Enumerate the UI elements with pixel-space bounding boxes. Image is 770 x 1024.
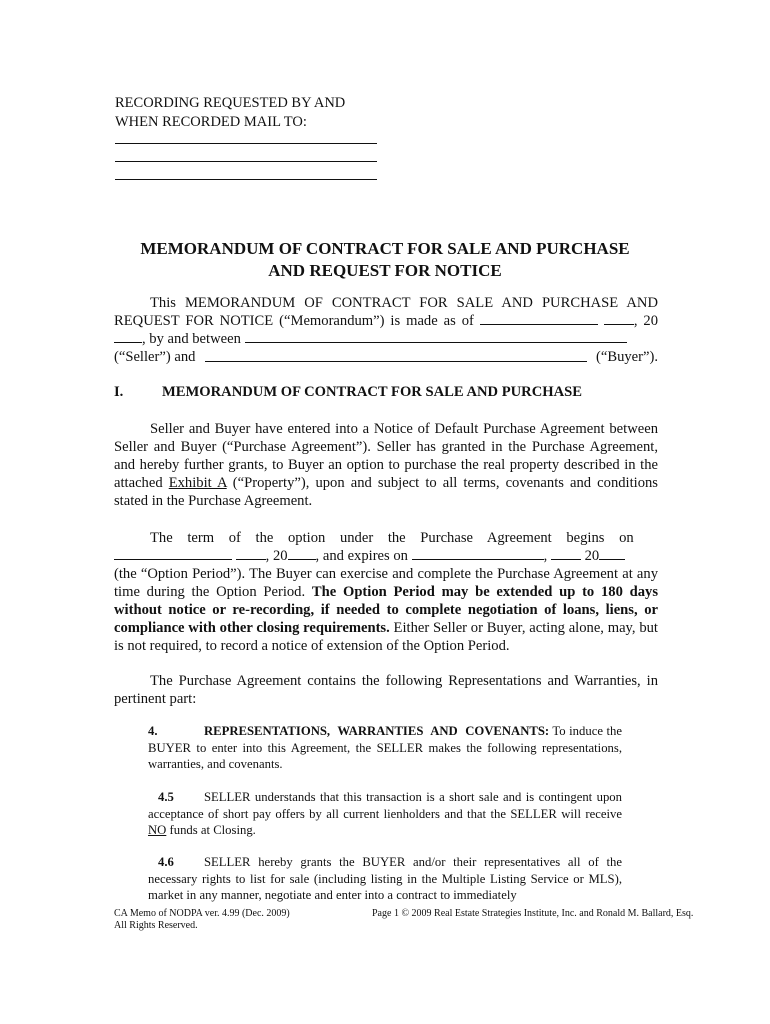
begin-year-blank[interactable] bbox=[288, 547, 316, 560]
option-term-text: The term of the option under the Purchase Agreement begins on bbox=[150, 530, 634, 546]
intro-paragraph: This MEMORANDUM OF CONTRACT FOR SALE AND PURCHASE AND REQUEST FOR NOTICE (“Memorandum”) is made as of , 20, by and between (“Seller”) and (“Buyer”). bbox=[114, 295, 659, 365]
document-title bbox=[90, 238, 680, 282]
expire-year-blank[interactable] bbox=[599, 547, 625, 560]
exhibit-a-link: Exhibit A bbox=[168, 475, 227, 491]
by-between-text: , by and between bbox=[142, 331, 241, 347]
para1-text: Seller and Buyer have entered into a Notice of Default Purchase Agreement between Seller and Buyer (“Purchase Agreement”). Seller has granted in the Purchase Agreement, and hereby further grants, to Buyer an option to purchase the real property described in the attached bbox=[114, 421, 658, 491]
buyer-label: (“Buyer”). bbox=[596, 349, 658, 365]
clause-4-5-text-end: funds at Closing. bbox=[169, 823, 256, 837]
year-prefix: 20 bbox=[643, 313, 659, 329]
title-line-1: MEMORANDUM OF CONTRACT FOR SALE AND PURCHASE bbox=[140, 239, 630, 258]
clause-4-5-number: 4.5 bbox=[158, 790, 174, 804]
seller-name-blank[interactable] bbox=[245, 330, 627, 343]
para1-text-end: (“Property”), upon and subject to all terms, covenants and conditions stated in the Purchase Agreement. bbox=[114, 475, 658, 509]
year-blank[interactable] bbox=[114, 330, 142, 343]
option-period-text: (the “Option Period”). The Buyer can exercise and complete the Purchase Agreement at any time during the Option Period. bbox=[114, 566, 658, 600]
extension-notice-text: Either Seller or Buyer, acting alone, may, but is not required, to record a notice of extension of the Option Period. bbox=[114, 620, 658, 654]
address-blank-3[interactable] bbox=[115, 179, 377, 180]
representations-text: The Purchase Agreement contains the following Representations and Warranties, in pertinent part: bbox=[114, 673, 658, 707]
address-blank-1[interactable] bbox=[115, 143, 377, 144]
extension-bold-text: The Option Period may be extended up to 180 days without notice or re-recording, if needed to complete negotiation of loans, liens, or compliance with other closing requirements. bbox=[114, 584, 658, 636]
expires-text: , and expires on bbox=[315, 548, 408, 564]
clause-4-number: 4. bbox=[148, 724, 158, 738]
clause-4-heading: REPRESENTATIONS, WARRANTIES AND COVENANTS: bbox=[204, 724, 550, 738]
clause-4-6-text: SELLER hereby grants the BUYER and/or their representatives all of the necessary rights to list for sale (including listing in the Multiple Listing Service or MLS), market in any manner, negotiate and enter into a contract to immediately bbox=[148, 855, 622, 902]
purchase-agreement-paragraph bbox=[114, 420, 658, 510]
recording-block bbox=[115, 94, 345, 132]
begin-year-prefix: , 20 bbox=[265, 548, 288, 564]
clause-4 bbox=[148, 723, 622, 773]
representations-paragraph bbox=[114, 672, 658, 708]
clause-4-5 bbox=[148, 789, 622, 839]
clause-4-6 bbox=[148, 854, 622, 904]
buyer-name-blank[interactable] bbox=[205, 348, 587, 362]
option-period-paragraph: The term of the option under the Purchase Agreement begins on , 20 , and expires on , 20 (the “Option Period”). The Buyer can exercise and complete the Purchase Agreement at any time during the Option Period. The Option Period may be extended up to 180 days without notice or re-recording, if needed to complete negotiation of loans, liens, or compliance with other closing requirements. Either Seller or Buyer, acting alone, may, but is not required, to record a notice of extension of the Option Period. bbox=[114, 530, 658, 654]
clause-4-6-number: 4.6 bbox=[158, 855, 174, 869]
expire-day-blank[interactable] bbox=[551, 547, 581, 560]
begin-day-blank[interactable] bbox=[236, 547, 266, 560]
section-1-heading bbox=[114, 384, 582, 401]
clause-4-5-text: SELLER understands that this transaction is a short sale and is contingent upon acceptance of short pay offers by all current lienholders and that the SELLER will receive bbox=[148, 790, 622, 821]
footer-left bbox=[114, 908, 290, 932]
footer-page-copyright: Page 1 © 2009 Real Estate Strategies Institute, Inc. and Ronald M. Ballard, Esq. bbox=[372, 908, 694, 919]
expire-year-prefix: 20 bbox=[584, 548, 600, 564]
footer-rights: All Rights Reserved. bbox=[114, 920, 198, 931]
recording-requested-line: RECORDING REQUESTED BY AND bbox=[115, 95, 346, 111]
footer-version: CA Memo of NODPA ver. 4.99 (Dec. 2009) bbox=[114, 908, 290, 919]
seller-label: (“Seller”) and bbox=[114, 349, 196, 365]
recorded-mail-line: WHEN RECORDED MAIL TO: bbox=[115, 114, 307, 130]
footer-right bbox=[372, 908, 698, 920]
expire-date-blank[interactable] bbox=[412, 547, 544, 560]
title-line-2: AND REQUEST FOR NOTICE bbox=[268, 261, 502, 280]
intro-text: This MEMORANDUM OF CONTRACT FOR SALE AND PURCHASE AND REQUEST FOR NOTICE (“Memorandum”) is made as of bbox=[114, 295, 658, 329]
address-blank-2[interactable] bbox=[115, 161, 377, 162]
begin-date-blank[interactable] bbox=[114, 547, 232, 560]
no-funds-underlined: NO bbox=[148, 823, 167, 837]
section-1-title: MEMORANDUM OF CONTRACT FOR SALE AND PURCHASE bbox=[162, 384, 582, 400]
day-blank[interactable] bbox=[604, 312, 634, 325]
section-1-number: I. bbox=[114, 384, 124, 400]
clause-4-text: To induce the BUYER to enter into this Agreement, the SELLER makes the following representations, warranties, and covenants. bbox=[148, 724, 622, 771]
date-blank[interactable] bbox=[480, 312, 598, 325]
